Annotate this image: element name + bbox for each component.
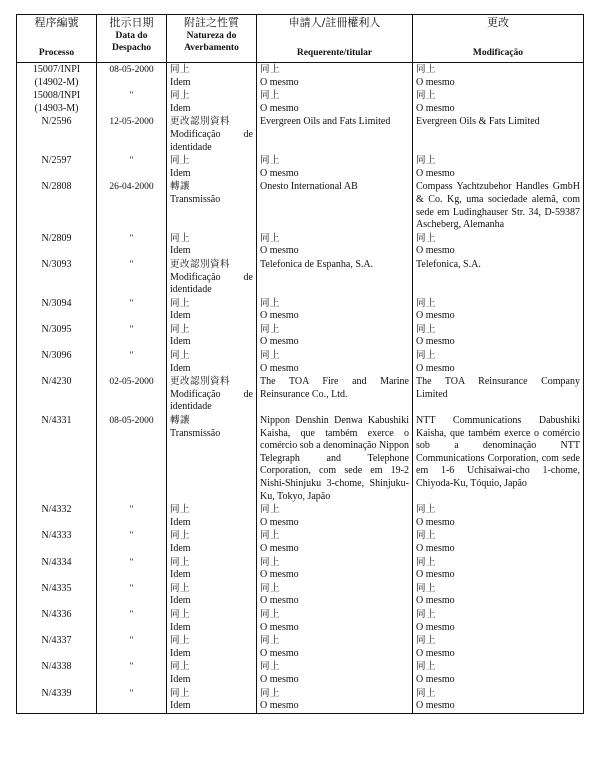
cell-natureza-line: Modificação de identidade (170, 128, 253, 153)
header-data-pt1: Data do (115, 31, 148, 41)
cell-processo (17, 349, 97, 375)
cell-modificacao-line: 同上 (416, 323, 437, 335)
cell-processo (17, 258, 97, 297)
cell-modificacao-line: O mesmo (416, 621, 455, 633)
table-row (17, 687, 584, 714)
cell-natureza-line: Idem (170, 516, 191, 528)
cell-processo (17, 660, 97, 686)
cell-modificacao-line: O mesmo (416, 102, 455, 114)
cell-data-despacho (97, 556, 167, 582)
cell-requerente (257, 63, 413, 90)
cell-data-despacho (97, 115, 167, 154)
cell-modificacao (413, 297, 584, 323)
cell-natureza-line: 同上 (170, 64, 191, 75)
cell-requerente-line: 同上 (260, 530, 281, 542)
cell-natureza (167, 608, 257, 634)
cell-modificacao (413, 154, 584, 180)
cell-data-despacho (97, 323, 167, 349)
cell-modificacao-line: 同上 (416, 155, 437, 167)
cell-processo-line: (14903-M) (34, 102, 79, 114)
cell-requerente (257, 180, 413, 231)
cell-natureza-line: 同上 (170, 635, 191, 647)
cell-modificacao (413, 414, 584, 503)
cell-modificacao-line: 同上 (416, 635, 437, 647)
cell-natureza (167, 556, 257, 582)
cell-data-despacho-value: " (129, 531, 134, 542)
cell-modificacao-line: O mesmo (416, 245, 455, 257)
cell-processo (17, 687, 97, 714)
cell-modificacao (413, 634, 584, 660)
cell-natureza-line: Idem (170, 336, 191, 348)
cell-natureza-line: 轉讓 (170, 181, 191, 193)
cell-natureza-line: Idem (170, 76, 191, 88)
cell-modificacao-line: 同上 (416, 687, 437, 699)
cell-requerente (257, 414, 413, 503)
cell-natureza (167, 634, 257, 660)
cell-modificacao-line: 同上 (416, 556, 437, 568)
cell-requerente (257, 503, 413, 529)
cell-requerente-line: O mesmo (260, 516, 299, 528)
cell-requerente-line: 同上 (260, 687, 281, 699)
cell-requerente-line: Onesto International AB (260, 181, 358, 193)
cell-modificacao-line: 同上 (416, 608, 437, 620)
header-requerente (257, 15, 413, 63)
cell-natureza-line: 轉讓 (170, 415, 191, 427)
cell-processo-line: N/4332 (41, 504, 72, 516)
cell-modificacao (413, 180, 584, 231)
table-row (17, 232, 584, 258)
cell-natureza (167, 89, 257, 115)
cell-processo-line: N/3093 (41, 258, 72, 270)
cell-natureza (167, 180, 257, 231)
header-data-pt2: Despacho (111, 43, 152, 53)
cell-data-despacho (97, 63, 167, 90)
cell-processo (17, 608, 97, 634)
cell-natureza-line: Idem (170, 647, 191, 659)
cell-data-despacho (97, 258, 167, 297)
cell-requerente-line: O mesmo (260, 569, 299, 581)
cell-data-despacho-value: 02-05-2000 (109, 377, 154, 388)
cell-modificacao (413, 258, 584, 297)
cell-requerente-line: Nippon Denshin Denwa Kabushiki Kaisha, que também exerce o comércio sob a denominação Nippon Telegraph and Telephone Corporation, com sede em 19-2 Nishi-Shinjuku 3-chome, Shinjuku-Ku, Tokyo, Japão (260, 415, 409, 502)
cell-natureza-line: 同上 (170, 155, 191, 167)
cell-data-despacho-value: 08-05-2000 (109, 65, 154, 75)
cell-requerente-line: O mesmo (260, 167, 299, 179)
cell-processo (17, 154, 97, 180)
cell-data-despacho-value: " (129, 324, 134, 335)
cell-natureza-line: 同上 (170, 661, 191, 673)
cell-processo-line: N/4230 (41, 376, 72, 388)
cell-processo-line: 15008/INPI (32, 90, 81, 102)
cell-natureza (167, 232, 257, 258)
cell-modificacao-line: 同上 (416, 504, 437, 516)
cell-modificacao-line: O mesmo (416, 647, 455, 659)
cell-requerente (257, 582, 413, 608)
cell-requerente-line: 同上 (260, 608, 281, 620)
cell-requerente-line: 同上 (260, 582, 281, 594)
cell-processo (17, 375, 97, 414)
header-natureza-pt1: Natureza do (186, 31, 237, 41)
cell-processo-line: N/4336 (41, 608, 72, 620)
cell-natureza-line: 同上 (170, 90, 191, 102)
table-row (17, 297, 584, 323)
cell-processo (17, 529, 97, 555)
cell-natureza-line: 同上 (170, 350, 191, 362)
averbamentos-table (16, 14, 584, 714)
table-row (17, 375, 584, 414)
cell-natureza (167, 258, 257, 297)
cell-processo-line: N/2808 (41, 181, 72, 193)
cell-data-despacho-value: " (129, 91, 134, 102)
cell-modificacao-line: O mesmo (416, 362, 455, 374)
cell-modificacao (413, 63, 584, 90)
cell-modificacao-line: O mesmo (416, 310, 455, 322)
cell-data-despacho-value: " (129, 557, 134, 568)
cell-requerente-line: O mesmo (260, 673, 299, 685)
cell-requerente (257, 115, 413, 154)
cell-requerente (257, 349, 413, 375)
cell-modificacao (413, 89, 584, 115)
cell-requerente (257, 89, 413, 115)
cell-natureza (167, 687, 257, 714)
table-row (17, 63, 584, 90)
cell-natureza-line: 更改認別資料 (170, 258, 231, 270)
cell-data-despacho-value: 12-05-2000 (109, 117, 154, 128)
cell-natureza-line: 同上 (170, 232, 191, 244)
cell-requerente-line: The TOA Fire and Marine Reinsurance Co., Ltd. (260, 376, 409, 400)
cell-data-despacho (97, 375, 167, 414)
cell-natureza-line: 同上 (170, 582, 191, 594)
cell-natureza-line: Idem (170, 700, 191, 712)
cell-natureza (167, 660, 257, 686)
header-modificacao-zh: 更改 (487, 16, 509, 29)
cell-data-despacho (97, 89, 167, 115)
cell-processo (17, 232, 97, 258)
cell-natureza-line: Idem (170, 245, 191, 257)
cell-requerente-line: O mesmo (260, 362, 299, 374)
cell-natureza-line: Idem (170, 569, 191, 581)
cell-modificacao-line: NTT Communications Dabushiki Kaisha, que também exerce o comércio sob a denominação NTT Communications Corporation, com sede em 1-6 Uchisaiwai-cho 1-chome, Chiyoda-Ku, Tóquio, Japão (416, 415, 580, 489)
cell-requerente-line: 同上 (260, 350, 281, 362)
cell-modificacao (413, 608, 584, 634)
cell-data-despacho (97, 529, 167, 555)
table-row (17, 634, 584, 660)
table-row (17, 115, 584, 154)
cell-modificacao (413, 232, 584, 258)
cell-processo-line: N/3096 (41, 350, 72, 362)
cell-data-despacho (97, 154, 167, 180)
cell-processo-line: N/4335 (41, 582, 72, 594)
cell-data-despacho (97, 414, 167, 503)
cell-data-despacho-value: " (129, 233, 134, 244)
cell-data-despacho-value: " (129, 156, 134, 167)
cell-natureza-line: 同上 (170, 556, 191, 568)
cell-modificacao-line: Telefonica, S.A. (416, 258, 481, 270)
table-row (17, 608, 584, 634)
cell-requerente-line: O mesmo (260, 102, 299, 114)
cell-data-despacho (97, 180, 167, 231)
cell-natureza-line: Transmissão (170, 193, 221, 205)
table-row (17, 660, 584, 686)
cell-data-despacho (97, 687, 167, 714)
cell-processo (17, 180, 97, 231)
cell-requerente (257, 529, 413, 555)
cell-natureza-line: 同上 (170, 608, 191, 620)
cell-natureza-line: Transmissão (170, 427, 221, 439)
cell-requerente-line: 同上 (260, 323, 281, 335)
cell-processo (17, 414, 97, 503)
cell-requerente-line: O mesmo (260, 310, 299, 322)
cell-modificacao-line: O mesmo (416, 673, 455, 685)
cell-requerente-line: 同上 (260, 297, 281, 309)
cell-processo-line: N/2597 (41, 155, 72, 167)
cell-modificacao (413, 375, 584, 414)
cell-natureza-line: Idem (170, 102, 191, 114)
header-processo-pt: Processo (38, 48, 75, 58)
cell-natureza-line: 同上 (170, 687, 191, 699)
cell-natureza (167, 349, 257, 375)
cell-requerente-line: O mesmo (260, 336, 299, 348)
cell-requerente-line: O mesmo (260, 621, 299, 633)
cell-modificacao-line: Evergreen Oils & Fats Limited (416, 116, 540, 128)
cell-data-despacho (97, 660, 167, 686)
cell-natureza-line: Idem (170, 167, 191, 179)
cell-requerente-line: O mesmo (260, 76, 299, 88)
cell-natureza-line: Idem (170, 362, 191, 374)
cell-processo (17, 503, 97, 529)
cell-requerente (257, 660, 413, 686)
cell-requerente (257, 232, 413, 258)
cell-modificacao-line: 同上 (416, 232, 437, 244)
header-processo-zh: 程序編號 (34, 16, 79, 29)
cell-data-despacho (97, 608, 167, 634)
cell-modificacao-line: O mesmo (416, 336, 455, 348)
header-natureza (167, 15, 257, 63)
cell-modificacao-line: 同上 (416, 582, 437, 594)
cell-modificacao-line: O mesmo (416, 569, 455, 581)
cell-modificacao (413, 323, 584, 349)
cell-data-despacho-value: " (129, 609, 134, 620)
cell-requerente (257, 608, 413, 634)
cell-data-despacho (97, 503, 167, 529)
cell-requerente-line: Evergreen Oils and Fats Limited (260, 116, 391, 128)
cell-natureza-line: Idem (170, 310, 191, 322)
cell-processo-line: N/4337 (41, 635, 72, 647)
cell-modificacao-line: 同上 (416, 661, 437, 673)
cell-natureza-line: Idem (170, 673, 191, 685)
table-row (17, 89, 584, 115)
table-row (17, 556, 584, 582)
cell-natureza-line: Idem (170, 595, 191, 607)
cell-requerente (257, 375, 413, 414)
cell-modificacao (413, 115, 584, 154)
cell-processo-line: N/4339 (41, 687, 72, 699)
cell-natureza (167, 297, 257, 323)
cell-processo-line: (14902-M) (34, 76, 79, 88)
cell-requerente (257, 154, 413, 180)
cell-natureza-line: Modificação de identidade (170, 271, 253, 296)
cell-requerente (257, 634, 413, 660)
cell-processo-line: N/2596 (41, 116, 72, 128)
cell-requerente-line: 同上 (260, 64, 281, 75)
cell-requerente-line: 同上 (260, 556, 281, 568)
cell-modificacao-line: 同上 (416, 90, 437, 102)
cell-natureza (167, 154, 257, 180)
cell-processo (17, 115, 97, 154)
cell-data-despacho-value: " (129, 636, 134, 647)
cell-natureza-line: 更改認別資料 (170, 116, 231, 128)
cell-processo (17, 323, 97, 349)
header-requerente-pt: Requerente/titular (296, 48, 373, 58)
cell-data-despacho-value: " (129, 583, 134, 594)
cell-requerente-line: O mesmo (260, 700, 299, 712)
cell-requerente (257, 297, 413, 323)
cell-modificacao (413, 529, 584, 555)
header-modificacao (413, 15, 584, 63)
cell-natureza (167, 115, 257, 154)
cell-natureza (167, 63, 257, 90)
table-row (17, 582, 584, 608)
header-modificacao-pt: Modificação (472, 48, 524, 58)
cell-modificacao-line: 同上 (416, 350, 437, 362)
header-data-zh: 批示日期 (109, 16, 154, 29)
header-processo (17, 15, 97, 63)
cell-natureza-line: 同上 (170, 504, 191, 516)
cell-data-despacho-value: " (129, 505, 134, 516)
cell-processo (17, 89, 97, 115)
cell-data-despacho-value: 08-05-2000 (109, 416, 154, 427)
cell-modificacao (413, 556, 584, 582)
cell-data-despacho-value: " (129, 259, 134, 270)
cell-requerente (257, 687, 413, 714)
cell-data-despacho (97, 232, 167, 258)
cell-requerente-line: O mesmo (260, 647, 299, 659)
cell-data-despacho-value: " (129, 688, 134, 699)
cell-requerente-line: Telefonica de Espanha, S.A. (260, 258, 374, 270)
cell-modificacao-line: Compass Yachtzubehor Handles GmbH & Co. Kg, uma sociedade alemã, com sede em Ludinghauser Str. 34, D-59387 Ascheberg, Alemanha (416, 181, 580, 231)
table-row (17, 180, 584, 231)
cell-processo (17, 297, 97, 323)
cell-processo-line: 15007/INPI (32, 64, 81, 75)
header-requerente-zh: 申請人/註冊權利人 (288, 16, 381, 29)
cell-modificacao-line: The TOA Reinsurance Company Limited (416, 376, 580, 400)
cell-data-despacho-value: " (129, 298, 134, 309)
cell-processo-line: N/2809 (41, 232, 72, 244)
cell-data-despacho (97, 634, 167, 660)
cell-modificacao-line: O mesmo (416, 76, 455, 88)
cell-requerente-line: O mesmo (260, 542, 299, 554)
cell-modificacao-line: O mesmo (416, 516, 455, 528)
cell-natureza (167, 414, 257, 503)
cell-processo-line: N/4338 (41, 661, 72, 673)
cell-natureza-line: 同上 (170, 323, 191, 335)
cell-requerente-line: 同上 (260, 90, 281, 102)
cell-requerente-line: O mesmo (260, 595, 299, 607)
cell-data-despacho (97, 582, 167, 608)
table-row (17, 503, 584, 529)
header-data (97, 15, 167, 63)
cell-natureza-line: 同上 (170, 530, 191, 542)
cell-natureza (167, 529, 257, 555)
table-row (17, 258, 584, 297)
cell-requerente-line: 同上 (260, 232, 281, 244)
table-row (17, 154, 584, 180)
cell-requerente-line: 同上 (260, 635, 281, 647)
cell-data-despacho-value: " (129, 351, 134, 362)
cell-processo-line: N/3095 (41, 323, 72, 335)
table-row (17, 323, 584, 349)
header-natureza-pt2: Averbamento (184, 43, 239, 53)
cell-modificacao-line: O mesmo (416, 542, 455, 554)
cell-requerente-line: 同上 (260, 155, 281, 167)
cell-modificacao (413, 503, 584, 529)
cell-processo-line: N/4334 (41, 556, 72, 568)
cell-natureza-line: Idem (170, 542, 191, 554)
cell-natureza-line: 同上 (170, 297, 191, 309)
cell-data-despacho-value: 26-04-2000 (109, 182, 154, 193)
cell-processo (17, 556, 97, 582)
cell-requerente-line: O mesmo (260, 245, 299, 257)
cell-modificacao (413, 687, 584, 714)
cell-natureza-line: 更改認別資料 (170, 376, 231, 388)
cell-natureza (167, 582, 257, 608)
cell-natureza (167, 375, 257, 414)
cell-data-despacho-value: " (129, 662, 134, 673)
cell-processo-line: N/4333 (41, 530, 72, 542)
table-row (17, 529, 584, 555)
cell-processo (17, 63, 97, 90)
cell-modificacao-line: 同上 (416, 297, 437, 309)
cell-modificacao (413, 660, 584, 686)
cell-natureza (167, 323, 257, 349)
cell-processo-line: N/4331 (41, 415, 72, 427)
table-row (17, 349, 584, 375)
cell-requerente (257, 323, 413, 349)
cell-modificacao-line: 同上 (416, 64, 437, 75)
cell-requerente (257, 556, 413, 582)
header-natureza-zh: 附註之性質 (184, 16, 239, 29)
cell-modificacao-line: 同上 (416, 530, 437, 542)
cell-data-despacho (97, 349, 167, 375)
cell-natureza-line: Idem (170, 621, 191, 633)
table-header-row (17, 15, 584, 63)
table-row (17, 414, 584, 503)
cell-modificacao-line: O mesmo (416, 595, 455, 607)
cell-modificacao-line: O mesmo (416, 700, 455, 712)
cell-requerente-line: 同上 (260, 504, 281, 516)
cell-modificacao-line: O mesmo (416, 167, 455, 179)
cell-data-despacho (97, 297, 167, 323)
cell-modificacao (413, 582, 584, 608)
cell-processo (17, 582, 97, 608)
cell-natureza-line: Modificação de identidade (170, 388, 253, 413)
cell-natureza (167, 503, 257, 529)
cell-processo-line: N/3094 (41, 297, 72, 309)
cell-requerente-line: 同上 (260, 661, 281, 673)
cell-requerente (257, 258, 413, 297)
cell-processo (17, 634, 97, 660)
cell-modificacao (413, 349, 584, 375)
